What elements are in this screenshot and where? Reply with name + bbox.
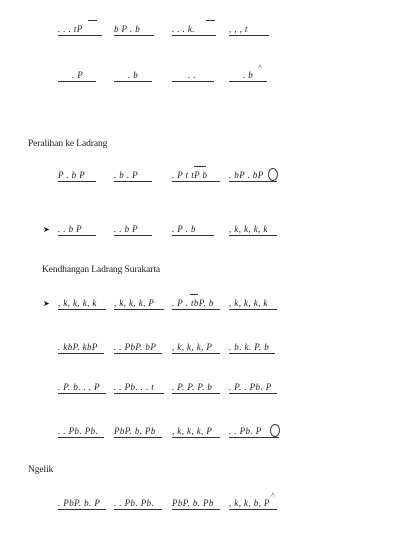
notation-group: . . b P xyxy=(58,218,96,240)
section-heading-ngelik: Ngelik xyxy=(28,465,54,475)
overline-mark xyxy=(206,20,215,21)
notation-row-8 xyxy=(0,420,405,442)
notation-group: . . Pb. . . t xyxy=(114,376,164,398)
notation-group: ^ . b xyxy=(229,64,267,86)
notation-group: . . PbP. bP xyxy=(114,336,162,358)
notation-group: , k, k, k, k xyxy=(229,292,277,314)
notation-group: . b. k. P. b xyxy=(229,336,275,358)
overline-mark xyxy=(190,294,198,295)
notation-row-2 xyxy=(0,64,405,86)
notation-group: , k, k, k, P xyxy=(172,420,220,442)
notation-group: . b xyxy=(114,64,152,86)
section-heading-kendhangan: Kendhangan Ladrang Surakarta xyxy=(42,265,161,275)
circle-mark xyxy=(270,424,280,437)
notation-row-9 xyxy=(0,492,405,514)
overline-mark xyxy=(194,166,206,167)
notation-group: . b . P xyxy=(114,164,152,186)
notation-group: . . Pb. P xyxy=(229,420,279,442)
notation-group: , k, k, k, k xyxy=(58,292,106,314)
notation-group: . . b P xyxy=(114,218,152,240)
notation-group: . P . b xyxy=(172,218,214,240)
notation-row-4 xyxy=(0,218,405,240)
notation-group: PbP. b. Pb xyxy=(172,492,220,514)
notation-group: . . xyxy=(172,64,214,86)
notation-group: . P xyxy=(58,64,96,86)
notation-group: . P. . Pb. P xyxy=(229,376,277,398)
notation-group: , k, k, k, k xyxy=(229,218,277,240)
notation-group: . bP . bP xyxy=(229,164,277,186)
circumflex-mark: ^ xyxy=(271,491,276,500)
overline-mark xyxy=(88,20,97,21)
notation-group: , k, k, k, P xyxy=(172,336,220,358)
notation-group: P . b P xyxy=(58,164,96,186)
notation-group: . kbP. kbP xyxy=(58,336,104,358)
notation-group: . P . tbP. b xyxy=(172,292,220,314)
arrow-bullet-icon: ➤ xyxy=(43,225,50,234)
arrow-bullet-icon: ➤ xyxy=(43,299,50,308)
notation-group: , k, k, k, P xyxy=(114,292,164,314)
notation-row-1 xyxy=(0,18,405,40)
circumflex-mark: ^ xyxy=(258,63,263,72)
notation-group: PbP. b. Pb xyxy=(114,420,162,442)
section-heading-peralihan: Peralihan ke Ladrang xyxy=(28,139,108,149)
notation-row-7 xyxy=(0,376,405,398)
notation-row-6 xyxy=(0,336,405,358)
notation-row-5 xyxy=(0,292,405,314)
notation-group: . . . tP xyxy=(58,18,102,40)
notation-group: ^ , k, k, b, P xyxy=(229,491,276,508)
notation-group: . . . k. xyxy=(172,18,216,40)
notation-group: . P. b. . . P xyxy=(58,376,106,398)
circle-mark xyxy=(268,168,278,181)
notation-group: . P. P. P. b xyxy=(172,376,220,398)
notation-group: . P t tP b xyxy=(172,164,220,186)
notation-group: , , , t xyxy=(229,18,269,40)
notation-row-3 xyxy=(0,164,405,186)
notation-group: . . Pb. Pb. xyxy=(114,492,162,514)
notation-group: . . Pb. Pb. xyxy=(58,420,104,442)
notation-group: . PbP. b. P xyxy=(58,492,106,514)
notation-group: b P . b xyxy=(114,18,154,40)
